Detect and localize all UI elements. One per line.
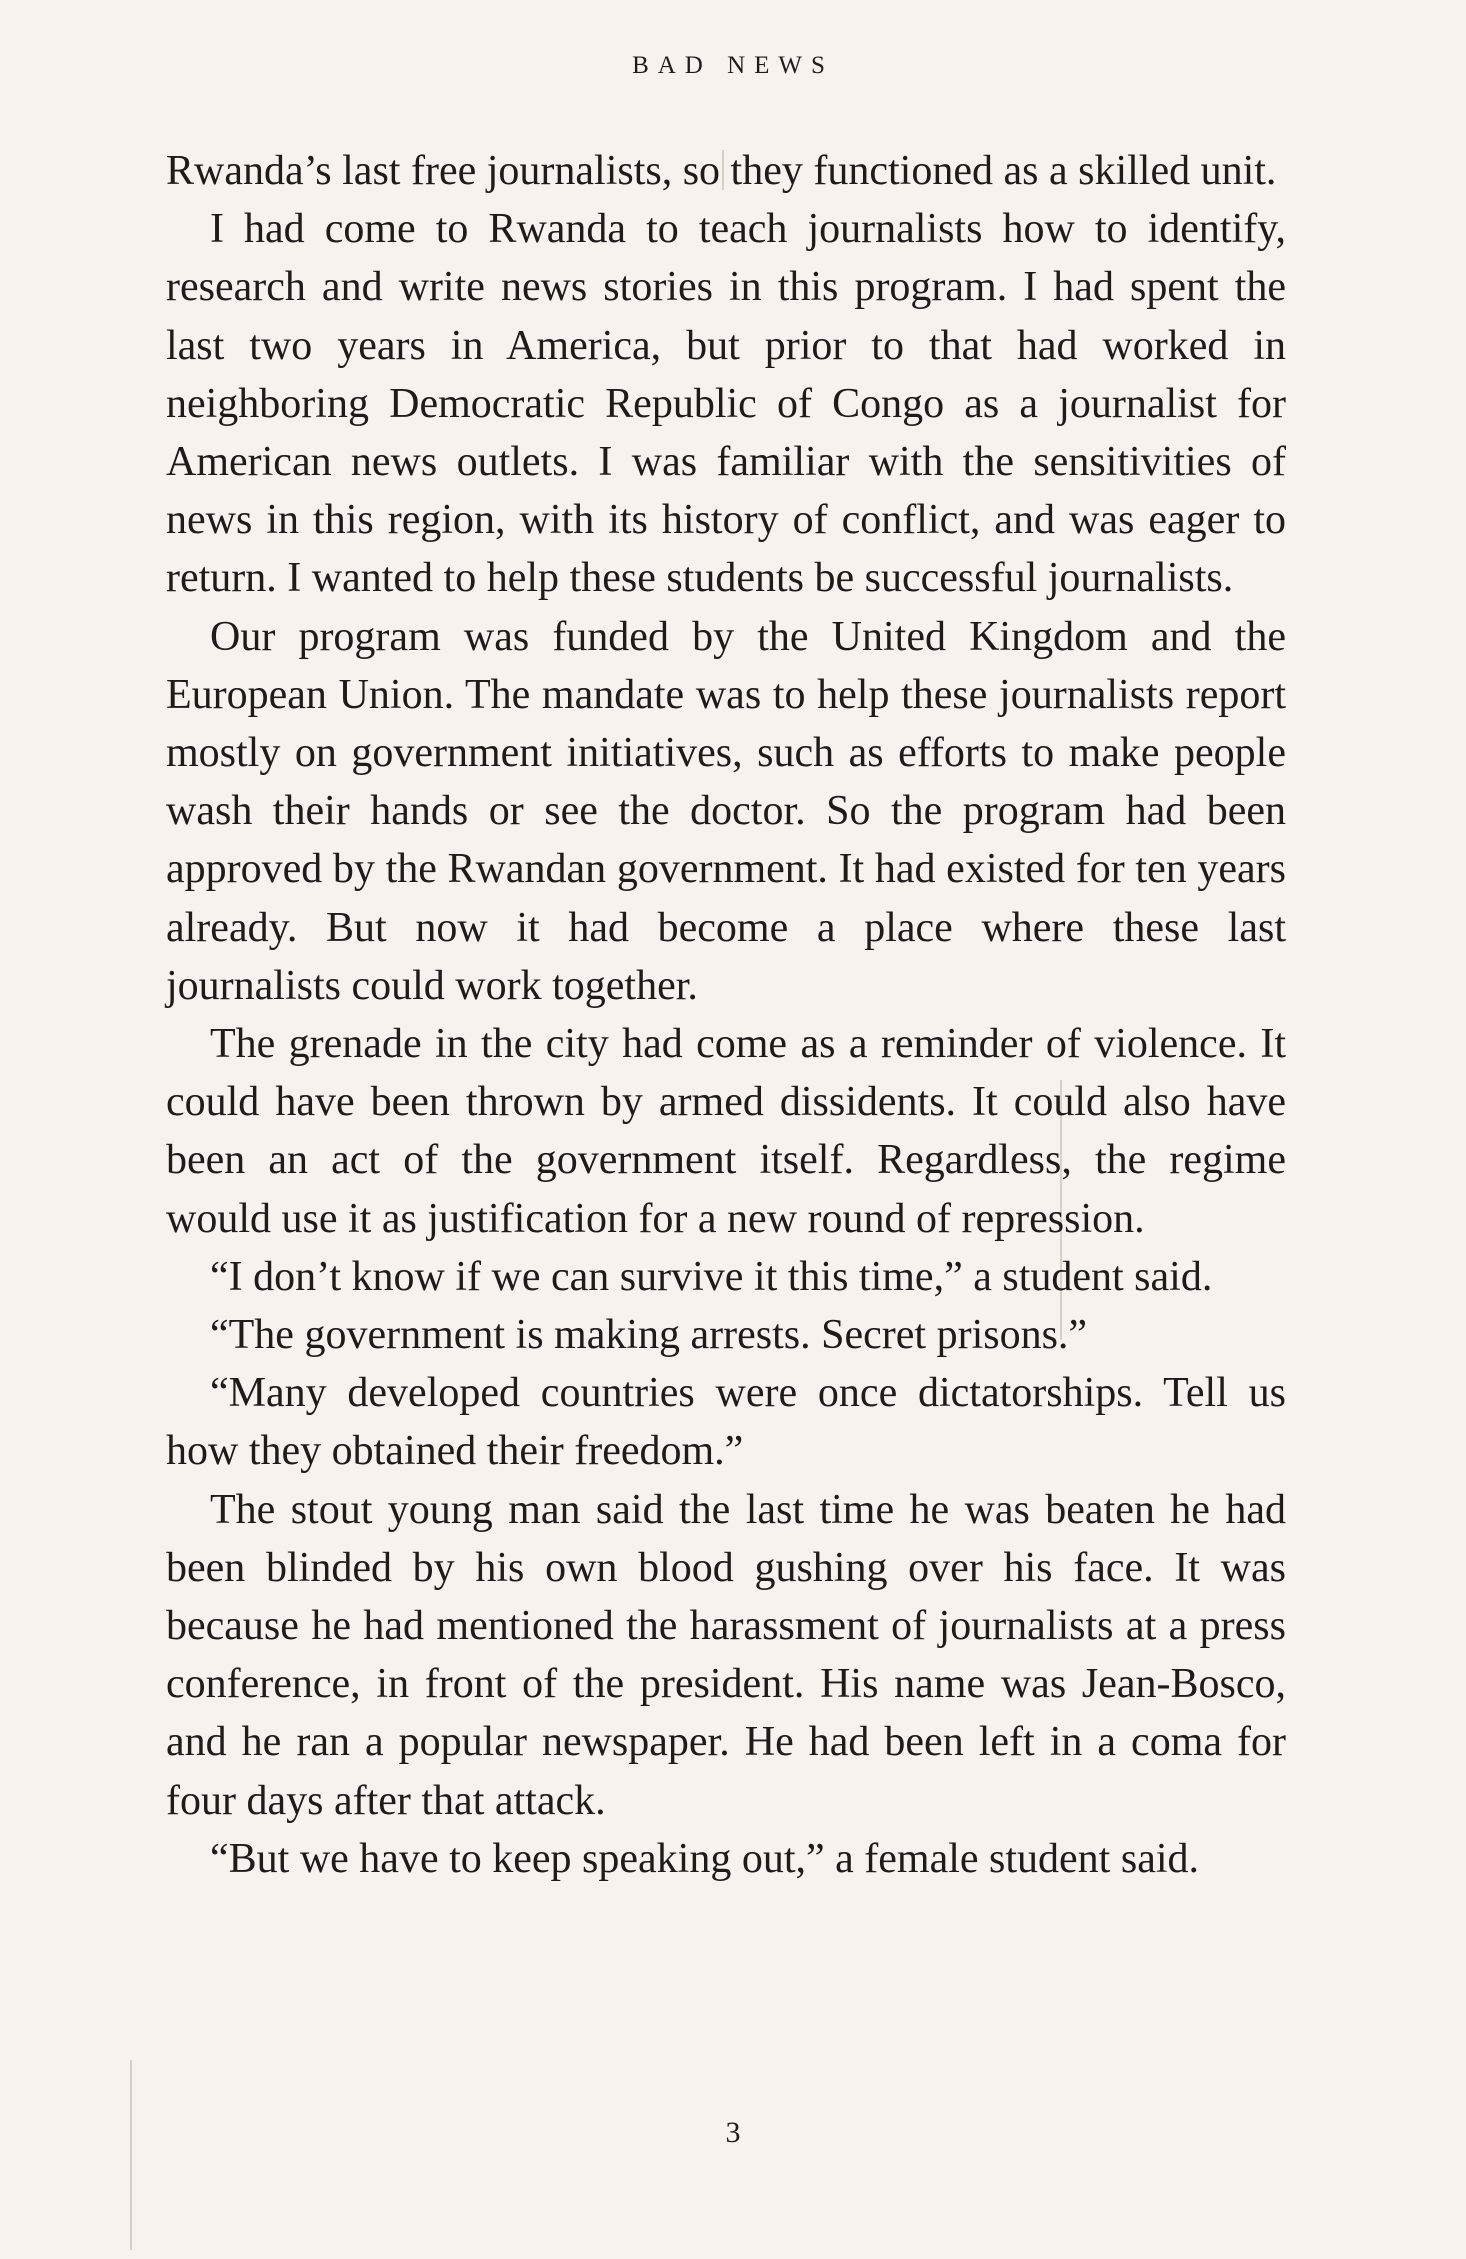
paragraph: I had come to Rwanda to teach journalists how to identify, research and write news stories in this program. I had spent the last two years in America, but prior to that had worked in neighboring Democratic Republic of Congo as a journalist for American news outlets. I was familiar with the sensitivities of news in this region, with its history of conflict, and was eager to return. I wanted to help these students be successful journalists. — [166, 206, 1286, 602]
body-text — [166, 142, 1286, 1888]
paragraph: “I don’t know if we can survive it this time,” a student said. — [210, 1253, 1213, 1300]
paragraph: “The government is making arrests. Secret prisons.” — [210, 1312, 1088, 1359]
paragraph: Our program was funded by the United Kingdom and the European Union. The mandate was to help these journalists report mostly on government initiatives, such as efforts to make people wash their hands or see the doctor. So the program had been approved by the Rwandan government. It had existed for ten years already. But now it had become a place where these last journalists could work together. — [166, 613, 1286, 1009]
page-number: 3 — [725, 2116, 741, 2149]
paragraph: Rwanda’s last free journalists, so they functioned as a skilled unit. — [166, 148, 1277, 194]
paragraph: “But we have to keep speaking out,” a female student said. — [210, 1835, 1200, 1882]
show-through-line — [130, 2060, 132, 2250]
paragraph: “Many developed countries were once dictatorships. Tell us how they obtained their freedom.” — [166, 1370, 1286, 1475]
paragraph: The grenade in the city had come as a reminder of violence. It could have been thrown by armed dissidents. It could also have been an act of the government itself. Regardless, the regime would use it as justification for a new round of repression. — [166, 1021, 1286, 1242]
paragraph: The stout young man said the last time he was beaten he had been blinded by his own blood gushing over his face. It was because he had mentioned the harassment of journalists at a press conference, in front of the president. His name was Jean-Bosco, and he ran a popular newspaper. He had been left in a coma for four days after that attack. — [166, 1486, 1286, 1824]
running-head: BAD NEWS — [632, 52, 834, 79]
